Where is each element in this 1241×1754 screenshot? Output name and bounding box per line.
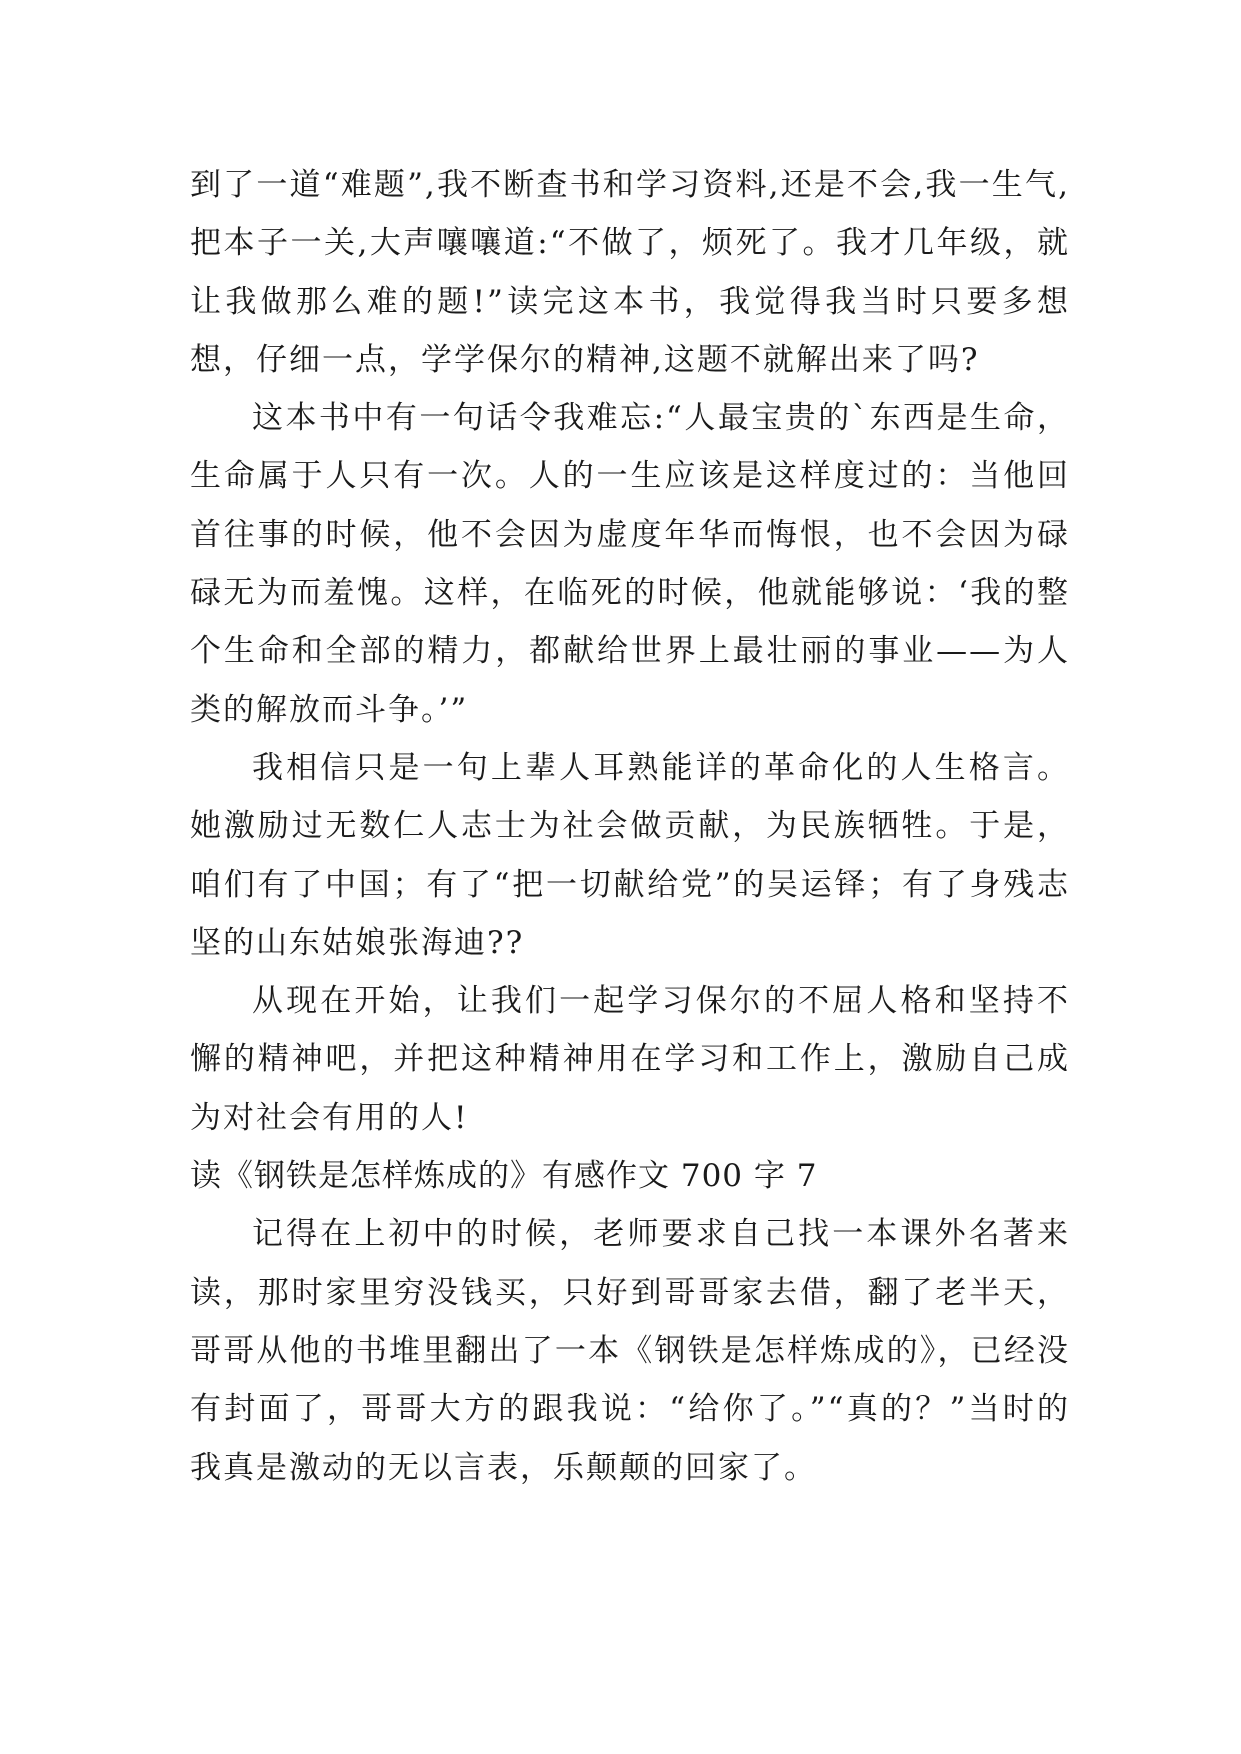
document-body [190, 156, 1070, 1497]
paragraph-quote: 这本书中有一句话令我难忘:“人最宝贵的`东西是生命，生命属于人只有一次。人的一生应该是这样度过的：当他回首往事的时候，他不会因为虚度年华而悔恨，也不会因为碌碌无为而羞愧。这样，在临死的时候，他就能够说：‘我的整个生命和全部的精力，都献给世界上最壮丽的事业——为人类的解放而斗争。’” [190, 400, 1070, 728]
paragraph-continuation: 到了一道“难题”,我不断查书和学习资料,还是不会,我一生气,把本子一关,大声嚷嚷道:“不做了，烦死了。我才几年级，就让我做那么难的题!”读完这本书，我觉得我当时只要多想想，仔细一点，学学保尔的精神,这题不就解出来了吗? [190, 167, 1070, 378]
paragraph-conclusion: 从现在开始，让我们一起学习保尔的不屈人格和坚持不懈的精神吧，并把这种精神用在学习和工作上，激励自己成为对社会有用的人! [190, 983, 1070, 1136]
paragraph-motto: 我相信只是一句上辈人耳熟能详的革命化的人生格言。她激励过无数仁人志士为社会做贡献，为民族牺牲。于是，咱们有了中国；有了“把一切献给党”的吴运铎；有了身残志坚的山东姑娘张海迪?? [190, 749, 1070, 961]
paragraph-section-intro: 记得在上初中的时候，老师要求自己找一本课外名著来读，那时家里穷没钱买，只好到哥哥家去借，翻了老半天，哥哥从他的书堆里翻出了一本《钢铁是怎样炼成的》，已经没有封面了，哥哥大方的跟我说：“给你了。”“真的？”当时的我真是激动的无以言表，乐颠颠的回家了。 [190, 1216, 1070, 1486]
section-title: 读《钢铁是怎样炼成的》有感作文 700 字 7 [190, 1158, 818, 1195]
